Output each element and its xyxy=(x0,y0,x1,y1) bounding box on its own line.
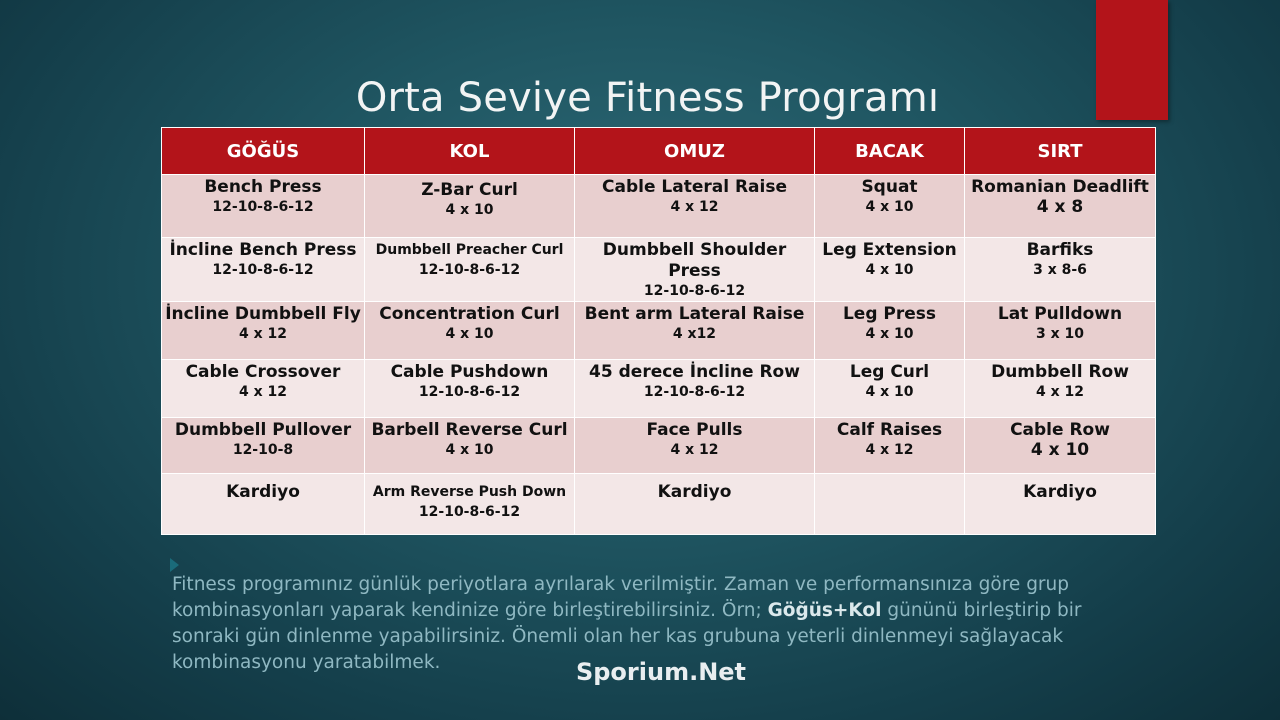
table-cell xyxy=(365,474,575,535)
table-cell xyxy=(575,238,815,302)
exercise-sets: 4 x 12 xyxy=(670,199,719,215)
table-cell xyxy=(365,360,575,418)
exercise-name: İncline Bench Press xyxy=(169,240,357,260)
page-title: Orta Seviye Fitness Programı xyxy=(355,74,940,121)
exercise-name: Kardiyo xyxy=(226,482,300,502)
table-cell xyxy=(575,175,815,238)
exercise-name: Cable Pushdown xyxy=(390,362,549,382)
table-cell xyxy=(815,238,965,302)
exercise-sets: 4 x 8 xyxy=(1036,197,1084,217)
exercise-name: Cable Lateral Raise xyxy=(602,177,787,197)
table-cell xyxy=(575,418,815,474)
table-cell xyxy=(815,302,965,360)
table-cell xyxy=(815,175,965,238)
exercise-name: Cable Row xyxy=(1010,420,1110,440)
exercise-name: Bent arm Lateral Raise xyxy=(584,304,805,324)
exercise-name: İncline Dumbbell Fly xyxy=(165,304,361,324)
table-row xyxy=(162,474,1156,535)
table-cell xyxy=(965,175,1156,238)
table-cell xyxy=(965,238,1156,302)
exercise-name: Face Pulls xyxy=(646,420,743,440)
exercise-name: Leg Press xyxy=(842,304,937,324)
header-omuz: OMUZ xyxy=(575,128,815,175)
description-text-1: Fitness programınız günlük periyotlara ayrılarak verilmiştir. Zaman ve performansınıza göre grup kombinasyonları yaparak kendinize göre birleştirebilirsiniz. Örn; xyxy=(172,573,1070,621)
exercise-sets: 12-10-8-6-12 xyxy=(418,262,521,278)
exercise-sets: 4 x 12 xyxy=(865,442,914,458)
table-cell xyxy=(965,418,1156,474)
exercise-sets: 3 x 8-6 xyxy=(1033,262,1087,278)
exercise-name: 45 derece İncline Row xyxy=(589,362,800,382)
exercise-name: Bench Press xyxy=(204,177,322,197)
exercise-name: Dumbbell Shoulder Press xyxy=(602,240,787,281)
exercise-name: Arm Reverse Push Down xyxy=(372,484,567,500)
table-cell xyxy=(965,474,1156,535)
fitness-program-table xyxy=(161,127,1156,535)
exercise-sets: 12-10-8-6-12 xyxy=(212,199,314,215)
table-cell xyxy=(575,474,815,535)
exercise-name: Concentration Curl xyxy=(379,304,560,324)
exercise-name: Kardiyo xyxy=(1023,482,1097,502)
exercise-sets: 4 x 12 xyxy=(238,384,287,400)
exercise-name: Squat xyxy=(861,177,918,197)
table-cell xyxy=(365,302,575,360)
exercise-name: Romanian Deadlift xyxy=(971,177,1149,197)
exercise-sets: 4 x 10 xyxy=(445,202,494,218)
exercise-name: Cable Crossover xyxy=(185,362,341,382)
exercise-sets: 4 x 10 xyxy=(865,262,914,278)
exercise-sets: 12-10-8 xyxy=(232,442,294,458)
table-cell xyxy=(162,360,365,418)
table-cell xyxy=(965,302,1156,360)
exercise-sets: 4 x 10 xyxy=(445,326,494,342)
exercise-sets: 12-10-8-6-12 xyxy=(212,262,314,278)
exercise-sets: 4 x 10 xyxy=(445,442,494,458)
header-sirt: SIRT xyxy=(965,128,1156,175)
table-cell xyxy=(365,175,575,238)
exercise-name: Calf Raises xyxy=(836,420,943,440)
exercise-name: Barbell Reverse Curl xyxy=(371,420,568,440)
table-row xyxy=(162,360,1156,418)
exercise-sets: 4 x12 xyxy=(672,326,717,342)
exercise-sets: 4 x 10 xyxy=(865,384,914,400)
description-highlight: Göğüs+Kol xyxy=(767,599,882,621)
exercise-name: Dumbbell Row xyxy=(991,362,1129,382)
table-row xyxy=(162,238,1156,302)
exercise-name: Dumbbell Pullover xyxy=(174,420,352,440)
exercise-sets: 12-10-8-6-12 xyxy=(643,384,746,400)
table-cell xyxy=(162,474,365,535)
exercise-sets: 12-10-8-6-12 xyxy=(418,384,521,400)
table-cell xyxy=(965,360,1156,418)
exercise-name: Lat Pulldown xyxy=(997,304,1123,324)
header-kol: KOL xyxy=(365,128,575,175)
table-cell xyxy=(575,360,815,418)
table-cell xyxy=(365,238,575,302)
table-cell xyxy=(162,302,365,360)
description-text-2: gününü birleştirip bir sonraki gün dinlenme yapabilirsiniz. Önemli olan her kas grubuna yeterli dinlenmeyi sağlayacak kombinasyonu yaratabilmek. xyxy=(172,599,1082,673)
exercise-name: Leg Curl xyxy=(849,362,930,382)
table-cell xyxy=(162,238,365,302)
exercise-sets: 4 x 12 xyxy=(238,326,287,342)
exercise-sets: 4 x 10 xyxy=(865,326,914,342)
table-cell xyxy=(815,418,965,474)
exercise-name: Kardiyo xyxy=(657,482,732,502)
exercise-sets: 12-10-8-6-12 xyxy=(418,504,521,520)
exercise-sets: 12-10-8-6-12 xyxy=(643,283,746,299)
exercise-name: Dumbbell Preacher Curl xyxy=(375,242,564,258)
exercise-sets: 4 x 12 xyxy=(670,442,719,458)
header-bacak: BACAK xyxy=(815,128,965,175)
table-row xyxy=(162,175,1156,238)
header-gogus: GÖĞÜS xyxy=(162,128,365,175)
exercise-name: Barfiks xyxy=(1026,240,1094,260)
table-cell xyxy=(162,418,365,474)
exercise-sets: 4 x 10 xyxy=(865,199,914,215)
table-cell xyxy=(575,302,815,360)
exercise-sets: 4 x 12 xyxy=(1035,384,1084,400)
exercise-name: Leg Extension xyxy=(822,240,957,260)
brand-footer: Sporium.Net xyxy=(575,658,747,686)
table-row xyxy=(162,418,1156,474)
table-cell xyxy=(365,418,575,474)
exercise-name: Z-Bar Curl xyxy=(421,180,518,200)
bullet-arrow-icon xyxy=(170,558,179,572)
table-header-row xyxy=(162,128,1156,175)
exercise-sets: 3 x 10 xyxy=(1035,326,1084,342)
table-cell xyxy=(162,175,365,238)
table-row xyxy=(162,302,1156,360)
table-cell xyxy=(815,360,965,418)
exercise-sets: 4 x 10 xyxy=(1030,440,1090,460)
table-cell xyxy=(815,474,965,535)
